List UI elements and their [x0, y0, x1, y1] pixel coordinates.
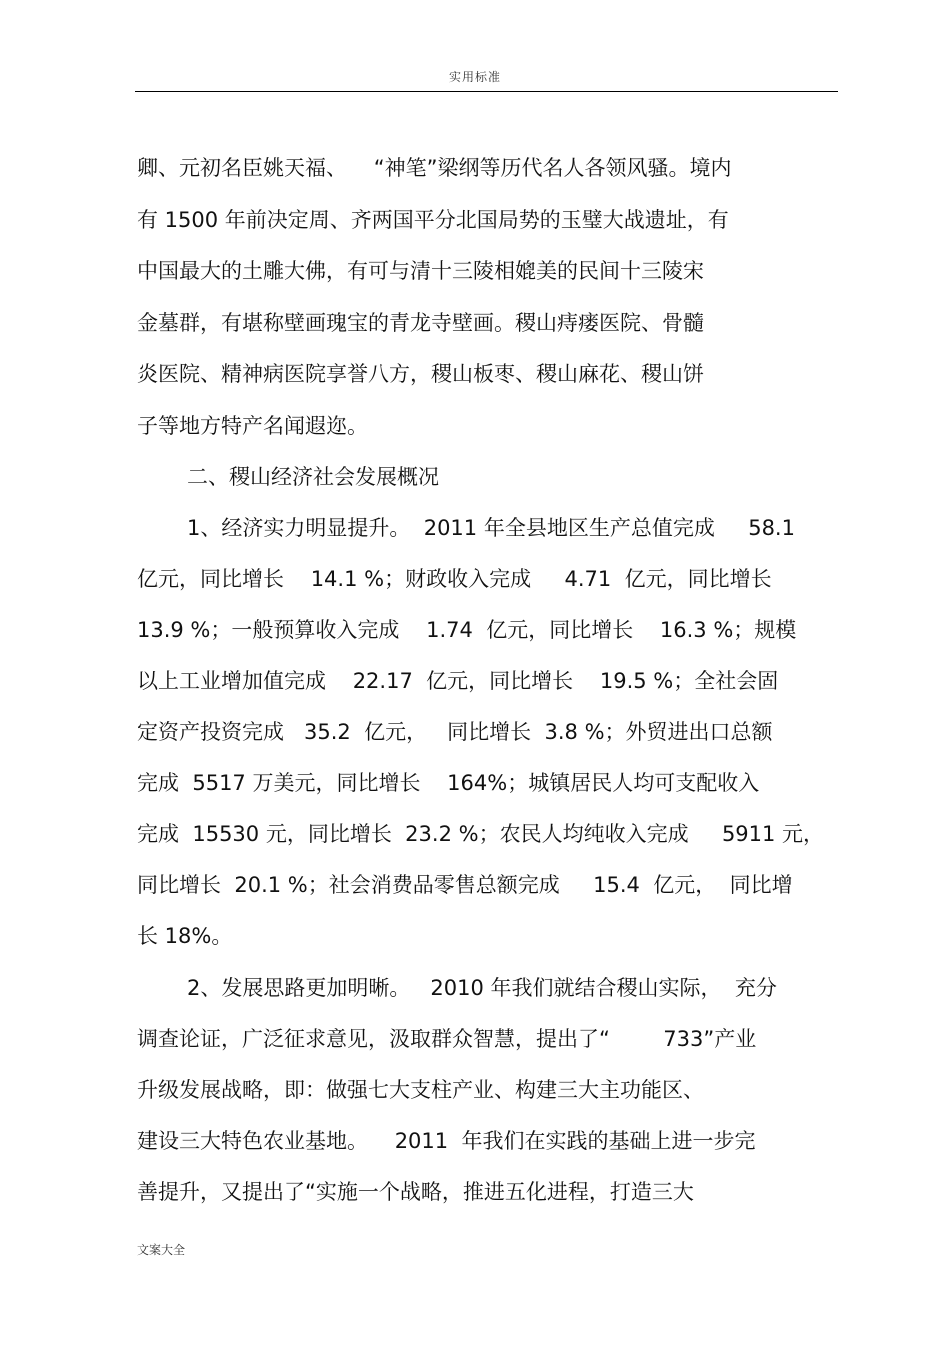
body-line: 完成 15530 元，同比增长 23.2 %；农民人均纯收入完成 5911 元，: [137, 822, 825, 846]
body-line: 升级发展战略，即：做强七大支柱产业、构建三大主功能区、: [137, 1078, 704, 1102]
body-line: 亿元，同比增长 14.1 %；财政收入完成 4.71 亿元，同比增长: [137, 567, 772, 591]
body-line: 卿、元初名臣姚天福、 “神笔”梁纲等历代名人各领风骚。境内: [137, 156, 732, 180]
body-line: 建设三大特色农业基地。 2011 年我们在实践的基础上进一步完: [137, 1129, 756, 1153]
body-line: 子等地方特产名闻遐迩。: [137, 414, 368, 438]
header-divider: [135, 91, 838, 92]
body-line: 善提升，又提出了“实施一个战略，推进五化进程，打造三大: [137, 1180, 694, 1204]
body-line: 1、经济实力明显提升。 2011 年全县地区生产总值完成 58.1: [187, 516, 795, 540]
body-line: 长 18%。: [137, 924, 233, 948]
body-line: 定资产投资完成 35.2 亿元， 同比增长 3.8 %；外贸进出口总额: [137, 720, 773, 744]
body-line: 有 1500 年前决定周、齐两国平分北国局势的玉璧大战遗址，有: [137, 208, 729, 232]
page-footer: 文案大全: [137, 1243, 186, 1257]
body-line: 13.9 %；一般预算收入完成 1.74 亿元，同比增长 16.3 %；规模: [137, 618, 797, 642]
body-line: 调查论证，广泛征求意见，汲取群众智慧，提出了“ 733”产业: [137, 1027, 757, 1051]
page-header: 实用标准: [448, 70, 501, 84]
body-line: 以上工业增加值完成 22.17 亿元，同比增长 19.5 %；全社会固: [137, 669, 779, 693]
body-line: 同比增长 20.1 %；社会消费品零售总额完成 15.4 亿元， 同比增: [137, 873, 793, 897]
body-line: 中国最大的土雕大佛，有可与清十三陵相媲美的民间十三陵宋: [137, 259, 704, 283]
body-line: 完成 5517 万美元，同比增长 164%；城镇居民人均可支配收入: [137, 771, 760, 795]
body-line: 2、发展思路更加明晰。 2010 年我们就结合稷山实际， 充分: [187, 976, 777, 1000]
body-line: 金墓群，有堪称壁画瑰宝的青龙寺壁画。稷山痔瘘医院、骨髓: [137, 311, 704, 335]
body-line: 炎医院、精神病医院享誉八方，稷山板枣、稷山麻花、稷山饼: [137, 362, 704, 386]
section-heading: 二、稷山经济社会发展概况: [187, 465, 439, 489]
